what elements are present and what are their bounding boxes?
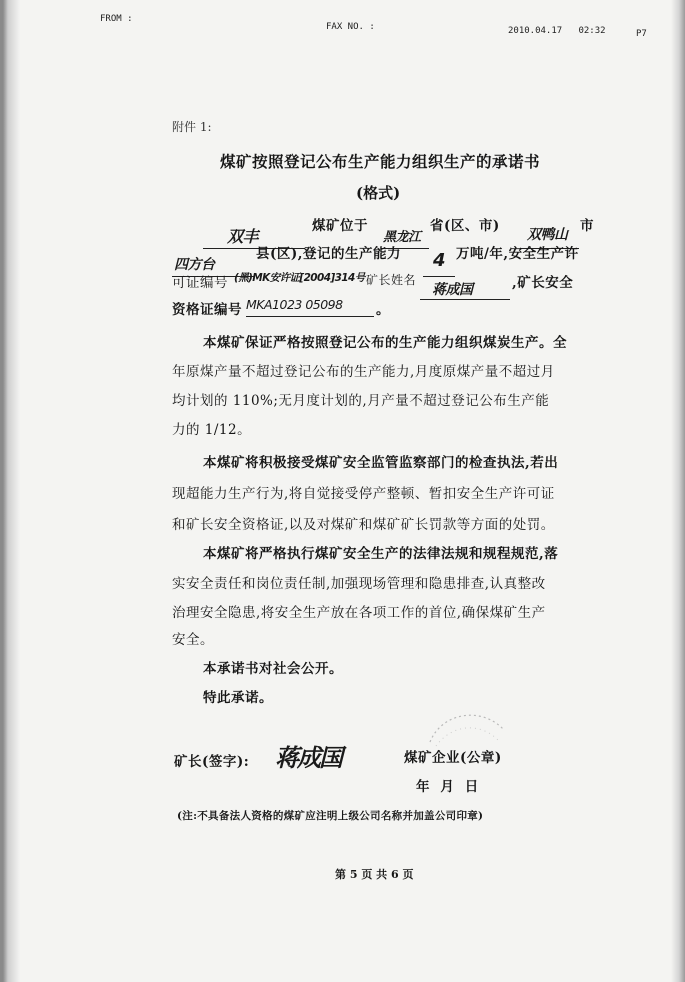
mine-head-name-blank bbox=[420, 283, 510, 300]
form-text-p1c: 市 bbox=[580, 218, 594, 234]
cert-number-blank bbox=[246, 298, 374, 317]
fax-datetime: 2010.04.17 02:32 bbox=[508, 26, 606, 36]
county-handwritten: 四方台 bbox=[174, 257, 215, 273]
form-text-p2b: 万吨/年,安全生产许 bbox=[456, 246, 579, 262]
city-handwritten: 双鸭山 bbox=[527, 227, 568, 243]
para3-line1: 本煤矿将严格执行煤矿安全生产的法律法规和规程规范,落 bbox=[203, 546, 559, 562]
capacity-blank bbox=[423, 250, 455, 277]
license-number-handwritten: (黑)MK安许证[2004]314号 bbox=[234, 272, 365, 284]
para1-line3: 均计划的 110%;无月度计划的,月产量不超过登记公布生产能 bbox=[172, 393, 550, 409]
seal-date-label: 年 月 日 bbox=[416, 779, 479, 795]
capacity-handwritten: 4 bbox=[433, 250, 446, 271]
form-text-p2a: 县(区),登记的生产能力 bbox=[256, 246, 401, 262]
para1-line2: 年原煤产量不超过登记公布的生产能力,月度原煤产量不超过月 bbox=[172, 364, 555, 380]
para3-line3: 治理安全隐患,将安全生产放在各项工作的首位,确保煤矿生产 bbox=[172, 605, 546, 621]
mine-head-signature: 蒋成国 bbox=[275, 744, 341, 772]
attachment-label: 附件 1: bbox=[172, 120, 212, 134]
footnote: (注:不具备法人资格的煤矿应注明上级公司名称并加盖公司印章) bbox=[177, 810, 484, 822]
mine-head-signature-label: 矿长(签字): bbox=[174, 754, 250, 770]
para1-line4: 力的 1/12。 bbox=[172, 422, 252, 438]
para4-line1: 本承诺书对社会公开。 bbox=[203, 661, 343, 677]
para2-line1: 本煤矿将积极接受煤矿安全监管监察部门的检查执法,若出 bbox=[203, 455, 559, 471]
document-subtitle: (格式) bbox=[356, 184, 401, 202]
province-handwritten: 黑龙江 bbox=[383, 230, 421, 245]
page-number: 第 5 页 共 6 页 bbox=[335, 868, 414, 881]
form-text-p4b: 。 bbox=[376, 302, 390, 318]
form-text-p3c: ,矿长安全 bbox=[512, 275, 574, 291]
scan-edge-right bbox=[671, 0, 685, 982]
form-text-p4a: 资格证编号 bbox=[172, 302, 242, 318]
form-text-p3a: 可证编号 bbox=[172, 275, 228, 291]
document-title: 煤矿按照登记公布生产能力组织生产的承诺书 bbox=[220, 152, 541, 171]
scan-edge-left bbox=[0, 0, 20, 982]
form-text-p3b: 矿长姓名 bbox=[366, 273, 417, 287]
para3-line4: 安全。 bbox=[172, 632, 214, 648]
fax-number-label: FAX NO. : bbox=[326, 22, 375, 32]
mine-name-handwritten: 双丰 bbox=[227, 227, 259, 246]
mine-head-name-handwritten: 蒋成国 bbox=[432, 282, 473, 298]
form-text-p1b: 省(区、市) bbox=[430, 218, 500, 234]
para2-line3: 和矿长安全资格证,以及对煤矿和煤矿矿长罚款等方面的处罚。 bbox=[172, 517, 555, 533]
form-text-p1a: 煤矿位于 bbox=[312, 218, 368, 234]
para2-line2: 现超能力生产行为,将自觉接受停产整顿、暂扣安全生产许可证 bbox=[172, 486, 555, 502]
enterprise-seal-label: 煤矿企业(公章) bbox=[404, 750, 502, 766]
para1-line1: 本煤矿保证严格按照登记公布的生产能力组织煤炭生产。全 bbox=[203, 335, 567, 351]
para3-line2: 实安全责任和岗位责任制,加强现场管理和隐患排查,认真整改 bbox=[172, 576, 546, 592]
cert-number-handwritten: MKA1023 05098 bbox=[246, 297, 343, 312]
para5-line1: 特此承诺。 bbox=[203, 690, 273, 706]
fax-from: FROM : bbox=[100, 14, 133, 24]
fax-page-code: P7 bbox=[636, 29, 647, 39]
